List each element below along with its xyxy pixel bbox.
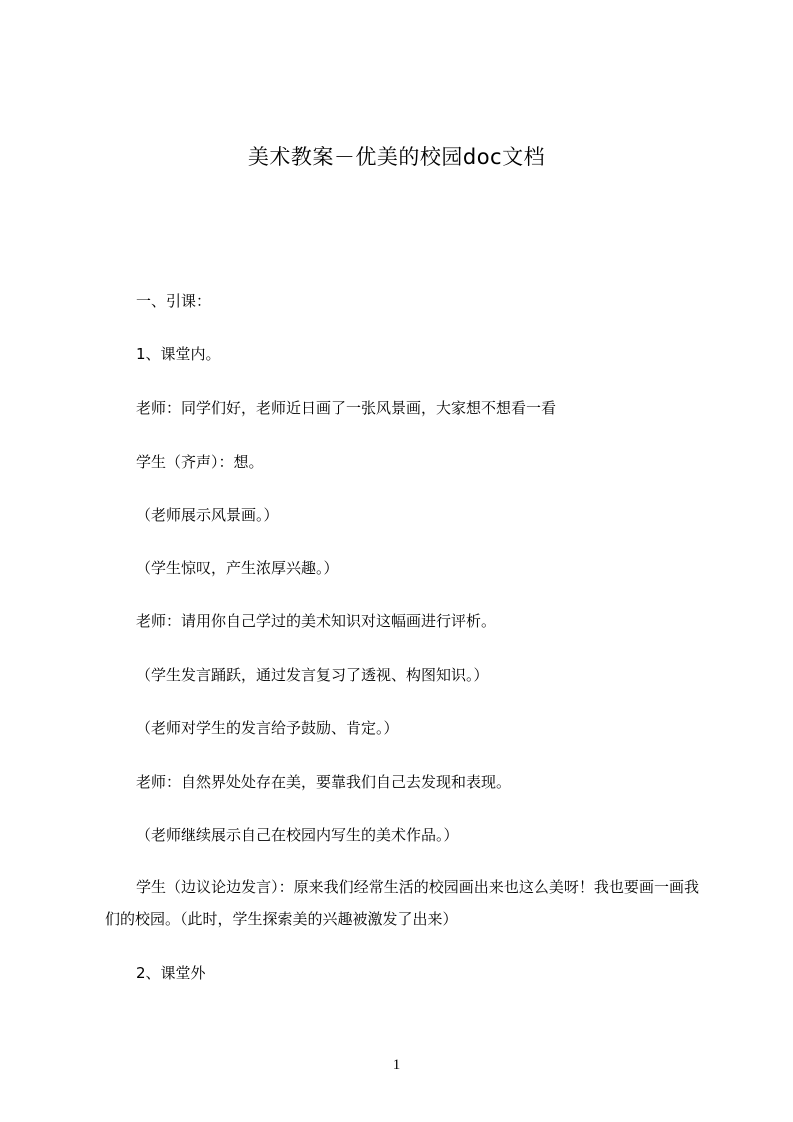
subsection-heading-outside-class: 2、课堂外	[136, 964, 206, 982]
page-number: 1	[392, 1057, 401, 1073]
stage-direction-line: （学生发言踊跃，通过发言复习了透视、构图知识。）	[136, 666, 489, 684]
stage-direction-line: （老师继续展示自己在校园内写生的美术作品。）	[136, 826, 459, 844]
stage-direction-line: （老师展示风景画。）	[136, 506, 279, 524]
stage-direction-line: （老师对学生的发言给予鼓励、肯定。）	[136, 719, 399, 737]
subsection-heading-in-class: 1、课堂内。	[136, 345, 221, 363]
student-response-paragraph: 学生（边议论边发言）：原来我们经常生活的校园画出来也这么美呀！我也要画一画我们的校园。（此时，学生探索美的兴趣被激发了出来）	[105, 878, 699, 928]
section-heading-intro: 一、引课：	[136, 292, 212, 310]
dialogue-line: 老师：请用你自己学过的美术知识对这幅画进行评析。	[136, 612, 497, 630]
stage-direction-line: （学生惊叹，产生浓厚兴趣。）	[136, 559, 339, 577]
dialogue-line: 老师：同学们好，老师近日画了一张风景画，大家想不想看一看	[136, 399, 557, 417]
document-title: 美术教案－优美的校园doc文档	[247, 145, 546, 169]
dialogue-line: 老师：自然界处处存在美，要靠我们自己去发现和表现。	[136, 773, 512, 791]
dialogue-line: 学生（齐声）：想。	[136, 453, 264, 471]
